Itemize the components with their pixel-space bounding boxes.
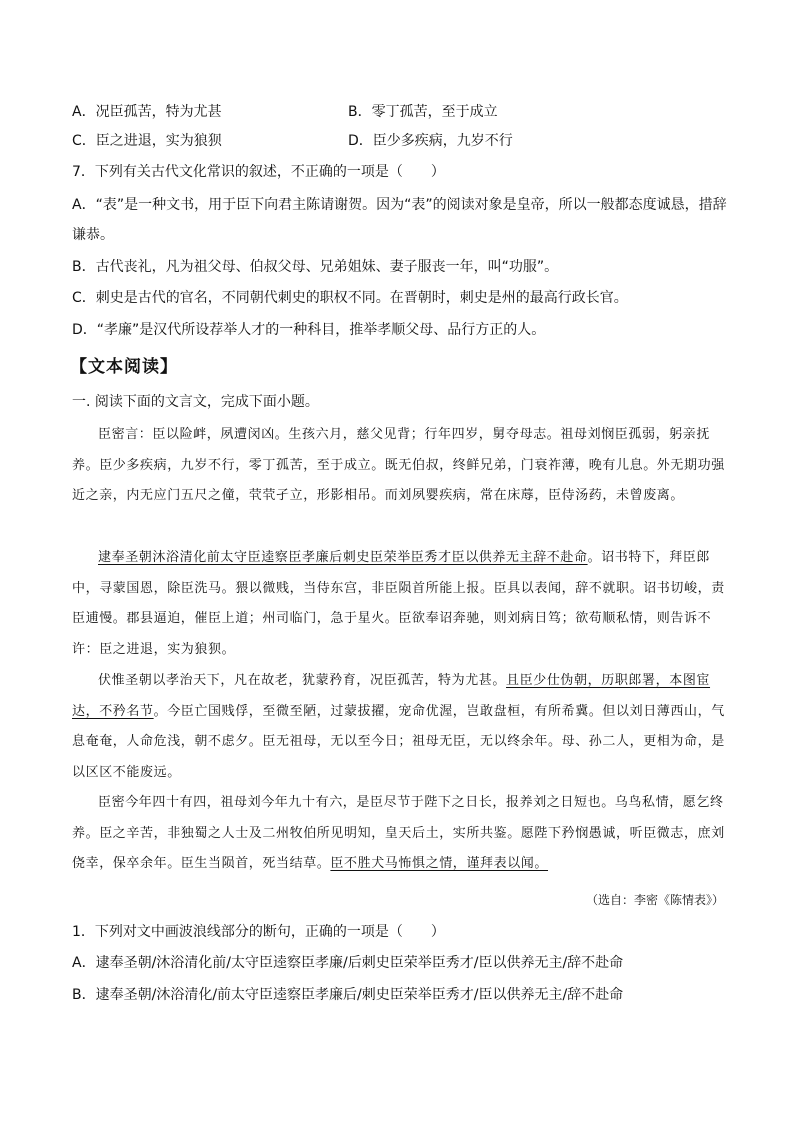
- passage-paragraph-1: 臣密言：臣以险衅，夙遭闵凶。生孩六月，慈父见背；行年四岁，舅夺母志。祖母刘悯臣孤弱，躬亲抚养。臣少多疾病，九岁不行，零丁孤苦，至于成立。既无伯叔，终鲜兄弟，门衰祚薄，晚有儿息。外无期功强近之亲，内无应门五尺之僮，茕茕孑立，形影相吊。而刘夙婴疾病，常在床蓐，臣侍汤药，未曾废离。: [72, 427, 725, 503]
- passage-paragraph-2: [72, 543, 734, 665]
- q7-option-d: D．“孝廉”是汉代所设荐举人才的一种科目，推举孝顺父母、品行方正的人。: [72, 322, 546, 338]
- underlined-sentence-1: 且臣少仕伪朝，历职郎署，本图宦达，不矜名节: [72, 673, 711, 719]
- passage-source: （选自：李密《陈情表》）: [585, 893, 724, 907]
- passage-paragraph-3: [72, 666, 734, 788]
- wavy-underlined-sentence: 逮奉圣朝沐浴清化前太守臣逵察臣孝廉后刺史臣荣举臣秀才臣以供养无主辞不赴命: [98, 550, 588, 565]
- section-title: 【文本阅读】: [70, 357, 178, 377]
- q6-option-d: D．臣少多疾病，九岁不行: [348, 133, 513, 149]
- q7-option-a: A．“表”是一种文书，用于臣下向君主陈请谢贺。因为“表”的阅读对象是皇帝，所以一般都态度诚恳，措辞谦恭。: [72, 197, 727, 243]
- q7-option-b: B．古代丧礼，凡为祖父母、伯叔父母、兄弟姐妹、妻子服丧一年，叫“功服”。: [72, 259, 559, 275]
- underlined-sentence-2: 臣不胜犬马怖惧之情，谨拜表以闻。: [330, 856, 549, 871]
- passage-paragraph-4: [72, 788, 734, 880]
- q6-option-b: B．零丁孤苦，至于成立: [348, 104, 498, 120]
- q6-option-a: A．况臣孤苦，特为尤甚: [72, 104, 222, 120]
- paragraph-3-text-b: 。今臣亡国贱俘，至微至陋，过蒙拔擢，宠命优渥，岂敢盘桓，有所希冀。但以刘日薄西山，气息奄奄，人命危浅，朝不虑夕。臣无祖母，无以至今日；祖母无臣，无以终余年。母、孙二人，更相为命，是以区区不能废远。: [72, 703, 725, 780]
- q1-option-b: B．逮奉圣朝/沐浴清化/前太守臣逵察臣孝廉后/刺史臣荣举臣秀才/臣以供养无主/辞不赴命: [72, 987, 624, 1003]
- q1-option-a: A．逮奉圣朝/沐浴清化前/太守臣逵察臣孝廉/后刺史臣荣举臣秀才/臣以供养无主/辞不赴命: [72, 955, 624, 971]
- paragraph-3-text-a: 伏惟圣朝以孝治天下，凡在故老，犹蒙矜育，况臣孤苦，特为尤甚。: [98, 673, 507, 688]
- q6-option-c: C．臣之进退，实为狼狈: [72, 133, 222, 149]
- q7-stem: 7．下列有关古代文化常识的叙述，不正确的一项是（ ）: [72, 164, 445, 180]
- paragraph-4-text: 臣密今年四十有四，祖母刘今年九十有六，是臣尽节于陛下之日长，报养刘之日短也。乌鸟私情，愿乞终养。臣之辛苦，非独蜀之人士及二州牧伯所见明知，皇天后土，实所共鉴。愿陛下矜悯愚诚，听臣微志，庶刘侥幸，保卒余年。臣生当陨首，死当结草。: [72, 795, 725, 871]
- q7-option-c: C．刺史是古代的官名，不同朝代刺史的职权不同。在晋朝时，刺史是州的最高行政长官。: [72, 290, 628, 306]
- paragraph-2-text: 。诏书特下，拜臣郎中，寻蒙国恩，除臣洗马。猥以微贱，当侍东宫，非臣陨首所能上报。臣具以表闻，辞不就职。诏书切峻，责臣逋慢。郡县逼迫，催臣上道；州司临门，急于星火。臣欲奉诏奔驰，则刘病日笃；欲苟顺私情，则告诉不许：臣之进退，实为狼狈。: [72, 550, 725, 657]
- q1-stem: 1．下列对文中画波浪线部分的断句，正确的一项是（ ）: [72, 924, 445, 940]
- reading-intro: 一. 阅读下面的文言文，完成下面小题。: [72, 394, 319, 410]
